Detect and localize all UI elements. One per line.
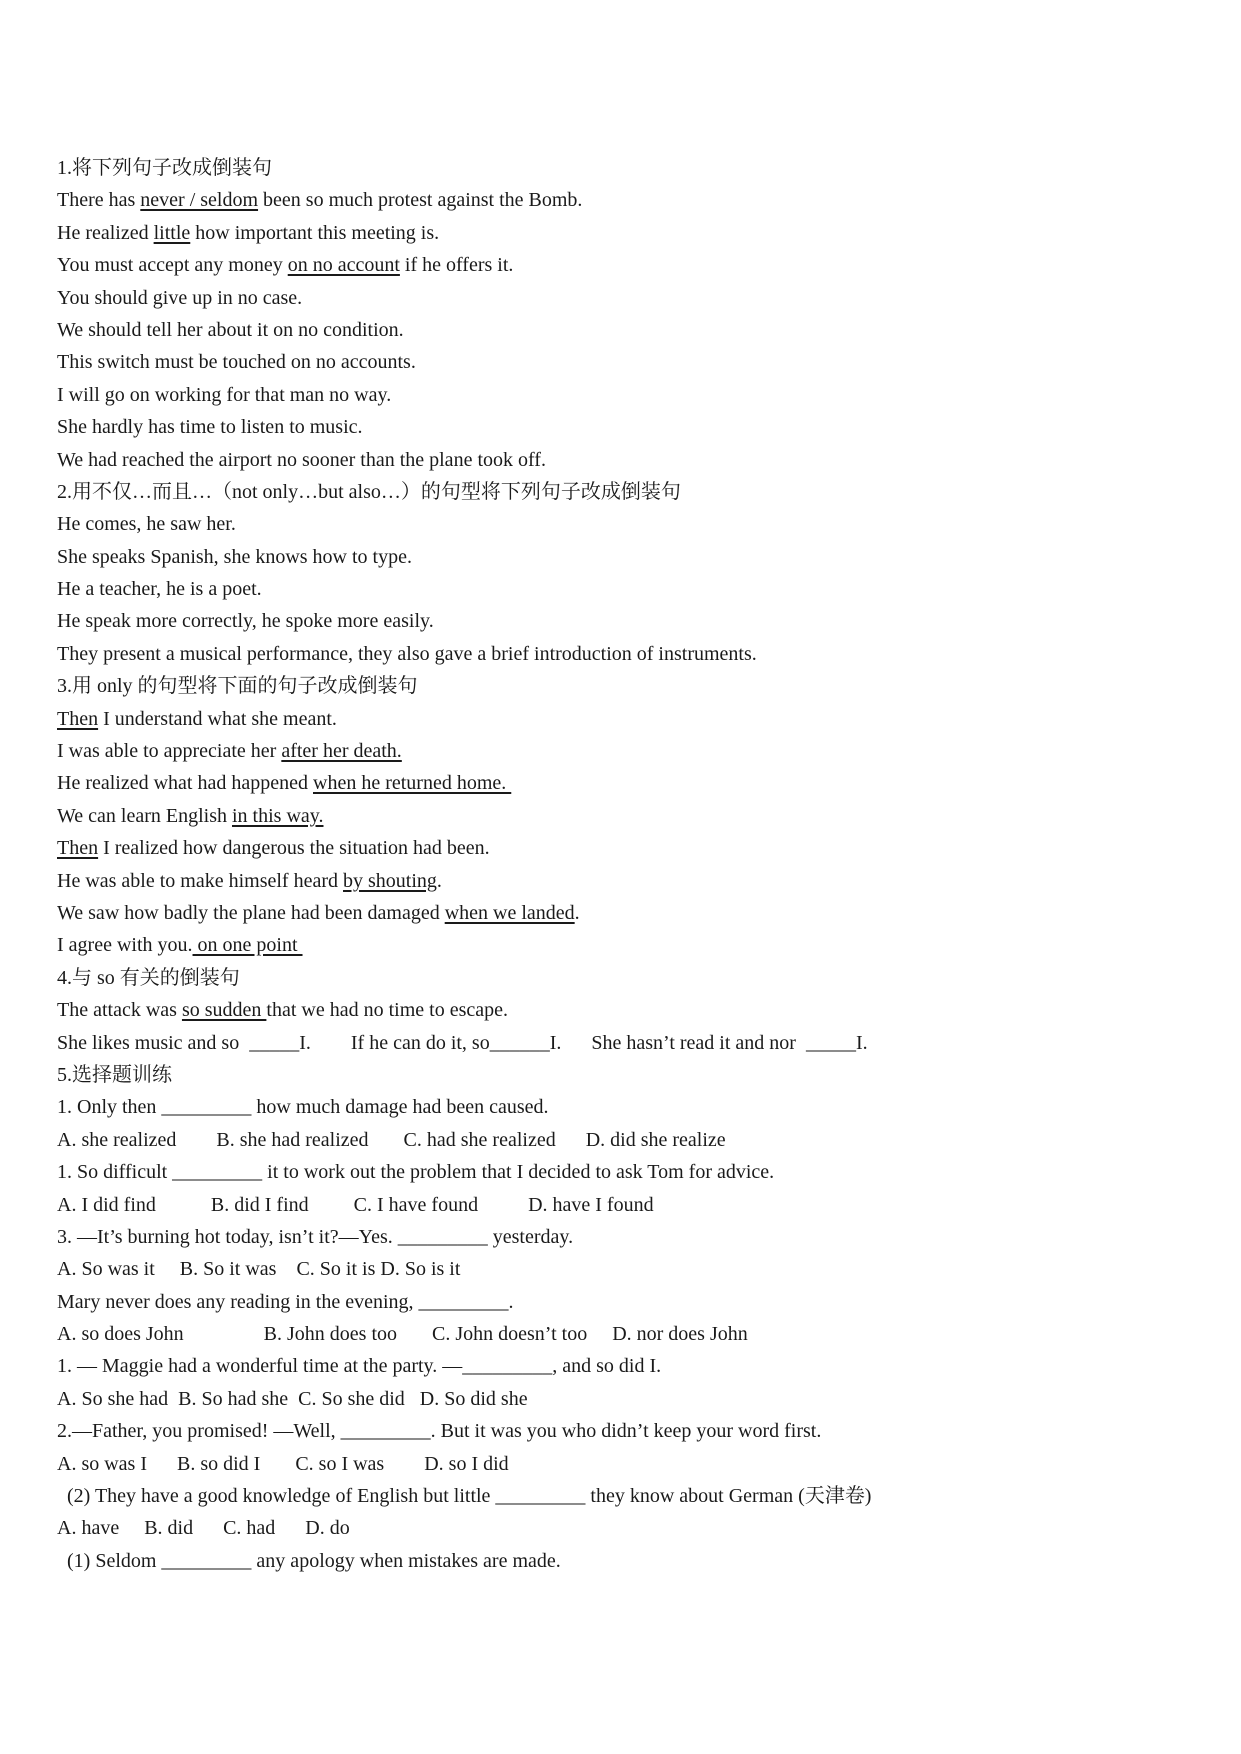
text-segment: I was able to appreciate her — [57, 740, 282, 763]
text-line — [57, 1512, 1187, 1544]
text-line — [57, 1545, 1187, 1577]
text-segment: 1. Only then _________ how much damage had been caused. — [57, 1096, 549, 1119]
text-line — [57, 800, 1187, 832]
text-line — [57, 929, 1187, 961]
document-page — [57, 152, 1187, 1577]
text-line — [57, 1124, 1187, 1156]
underlined-phrase: Then — [57, 707, 99, 730]
text-segment: 3.用 only 的句型将下面的句子改成倒装句 — [57, 675, 418, 698]
text-line — [57, 508, 1187, 540]
text-segment: A. so does John B. John does too C. John doesn’t too D. nor does John — [57, 1323, 748, 1346]
text-segment: The attack was — [57, 999, 182, 1022]
text-line — [57, 897, 1187, 929]
text-line — [57, 962, 1187, 994]
text-line — [57, 444, 1187, 476]
text-segment: I realized how dangerous the situation had been. — [98, 837, 490, 860]
text-segment: if he offers it. — [399, 254, 514, 277]
text-line — [57, 1091, 1187, 1123]
underlined-phrase: so sudden — [181, 999, 267, 1022]
text-line — [57, 735, 1187, 767]
text-line — [57, 249, 1187, 281]
text-line — [57, 217, 1187, 249]
text-segment: She speaks Spanish, she knows how to type. — [57, 545, 412, 568]
text-line — [57, 638, 1187, 670]
text-line — [57, 314, 1187, 346]
text-segment: (2) They have a good knowledge of English but little _________ they know about German (天津卷) — [67, 1485, 872, 1508]
text-line — [57, 282, 1187, 314]
text-segment: We saw how badly the plane had been damaged — [57, 901, 445, 924]
text-line — [57, 1318, 1187, 1350]
text-segment: He comes, he saw her. — [57, 513, 236, 536]
underlined-phrase: never / seldom — [140, 189, 259, 212]
text-segment: I will go on working for that man no way. — [57, 383, 392, 406]
text-line — [57, 152, 1187, 184]
underlined-phrase: by shouting — [343, 869, 437, 892]
text-line — [57, 1253, 1187, 1285]
text-segment: They present a musical performance, they also gave a brief introduction of instruments. — [57, 642, 757, 665]
text-segment: 2.用不仅…而且…（not only…but also…）的句型将下列句子改成倒装句 — [57, 480, 681, 503]
text-segment: 5.选择题训练 — [57, 1063, 172, 1086]
underlined-phrase: on no account — [287, 254, 400, 277]
text-segment: He was able to make himself heard — [57, 869, 344, 892]
text-segment: 1. So difficult _________ it to work out the problem that I decided to ask Tom for advice. — [57, 1161, 775, 1184]
text-line — [57, 1350, 1187, 1382]
text-line — [57, 411, 1187, 443]
text-segment: been so much protest against the Bomb. — [258, 189, 583, 212]
text-line — [57, 1286, 1187, 1318]
text-line — [57, 605, 1187, 637]
text-segment: I understand what she meant. — [98, 707, 337, 730]
text-line — [57, 1480, 1187, 1512]
text-segment: We can learn English — [57, 804, 232, 827]
text-line — [57, 1189, 1187, 1221]
text-line — [57, 1415, 1187, 1447]
text-segment: He realized what had happened — [57, 772, 313, 795]
text-line — [57, 476, 1187, 508]
text-line — [57, 573, 1187, 605]
text-segment: 4.与 so 有关的倒装句 — [57, 966, 240, 989]
text-segment: A. so was I B. so did I C. so I was D. so I did — [57, 1452, 509, 1475]
underlined-phrase: on one point — [192, 934, 303, 957]
text-line — [57, 832, 1187, 864]
text-segment: We should tell her about it on no condition. — [57, 318, 404, 341]
text-segment: There has — [57, 189, 141, 212]
text-segment: . — [574, 901, 580, 924]
text-segment: 1. — Maggie had a wonderful time at the party. —_________, and so did I. — [57, 1355, 662, 1378]
text-segment: He realized — [57, 221, 154, 244]
text-segment: She hardly has time to listen to music. — [57, 416, 363, 439]
text-segment: 3. —It’s burning hot today, isn’t it?—Yes. _________ yesterday. — [57, 1225, 574, 1248]
text-segment: You must accept any money — [57, 254, 288, 277]
underlined-phrase: little — [153, 221, 191, 244]
text-line — [57, 670, 1187, 702]
text-segment: 1.将下列句子改成倒装句 — [57, 157, 272, 179]
text-segment: 2.—Father, you promised! —Well, _________. But it was you who didn’t keep your word first. — [57, 1420, 822, 1443]
text-line — [57, 865, 1187, 897]
text-segment: A. she realized B. she had realized C. had she realized D. did she realize — [57, 1128, 726, 1151]
text-line — [57, 379, 1187, 411]
underlined-phrase: when we landed — [444, 901, 575, 924]
underlined-phrase: when he returned home. — [313, 772, 512, 795]
text-segment: I agree with you. — [57, 934, 193, 957]
text-segment: that we had no time to escape. — [266, 999, 508, 1022]
text-segment: A. So she had B. So had she C. So she did D. So did she — [57, 1387, 528, 1410]
text-segment: . — [436, 869, 442, 892]
text-segment: A. I did find B. did I find C. I have found D. have I found — [57, 1193, 654, 1216]
text-segment: He a teacher, he is a poet. — [57, 578, 262, 601]
text-line — [57, 1221, 1187, 1253]
text-segment: You should give up in no case. — [57, 286, 303, 309]
text-line — [57, 346, 1187, 378]
text-segment: This switch must be touched on no accounts. — [57, 351, 416, 374]
underlined-phrase: Then — [57, 837, 99, 860]
text-line — [57, 767, 1187, 799]
text-segment: We had reached the airport no sooner than the plane took off. — [57, 448, 546, 471]
text-line — [57, 1448, 1187, 1480]
text-segment: He speak more correctly, he spoke more easily. — [57, 610, 434, 633]
text-segment: A. So was it B. So it was C. So it is D. So is it — [57, 1258, 461, 1281]
text-line — [57, 184, 1187, 216]
text-line — [57, 541, 1187, 573]
text-segment: A. have B. did C. had D. do — [57, 1517, 350, 1540]
text-line — [57, 1059, 1187, 1091]
text-line — [57, 1156, 1187, 1188]
text-line — [57, 1027, 1187, 1059]
text-segment: how important this meeting is. — [190, 221, 440, 244]
text-line — [57, 703, 1187, 735]
text-line — [57, 994, 1187, 1026]
underlined-phrase: after her death. — [281, 740, 402, 763]
text-segment: (1) Seldom _________ any apology when mistakes are made. — [67, 1549, 561, 1572]
text-segment: She likes music and so _____I. If he can do it, so______I. She hasn’t read it and nor _____I. — [57, 1031, 868, 1054]
underlined-phrase: in this way. — [232, 804, 324, 827]
text-segment: Mary never does any reading in the evening, _________. — [57, 1290, 514, 1313]
text-line — [57, 1383, 1187, 1415]
